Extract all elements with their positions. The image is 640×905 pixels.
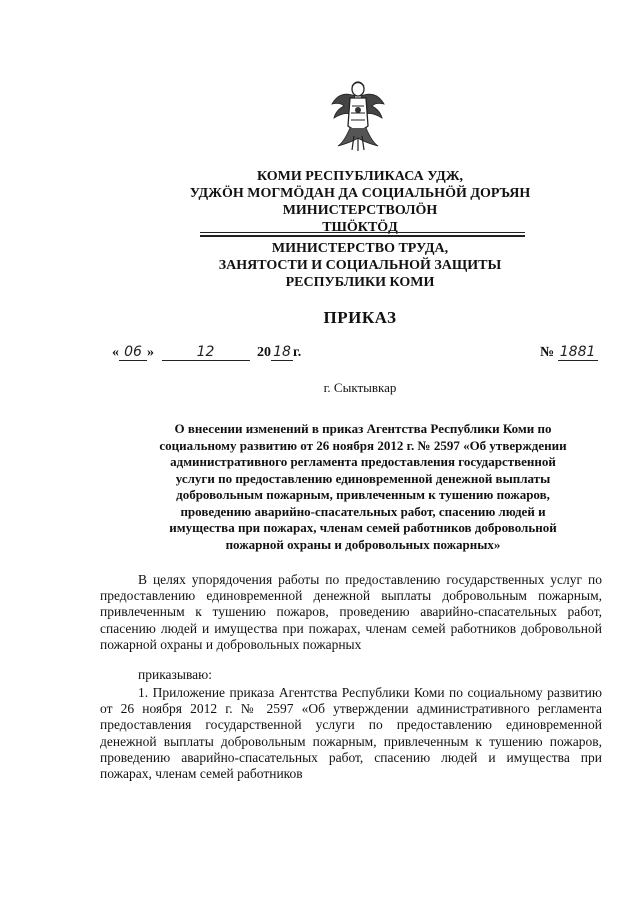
date-day: 06: [119, 344, 147, 361]
subject-line: административного регламента предоставления государственной: [170, 454, 556, 469]
date-close-quote: »: [147, 345, 154, 360]
preamble-paragraph: В целях упорядочения работы по предоставлению государственных услуг по предоставлению единовременной денежной выплаты добровольным пожарным, привлеченным к тушению пожаров, проведению аварийно-спасательных работ, спасению людей и имущества при пожарах, членам семей работников добровольной пожарной охраны и добровольных пожарных: [100, 572, 602, 652]
komi-header-line: КОМИ РЕСПУБЛИКАСА УДЖ,: [256, 169, 464, 184]
komi-header-line: УДЖÖН МОГМÖДАН ДА СОЦИАЛЬНÖЙ ДОРЪЯН: [189, 186, 531, 201]
number-label: №: [540, 345, 555, 360]
russian-header-line: РЕСПУБЛИКИ КОМИ: [285, 275, 435, 290]
komi-ministry-header: [150, 168, 570, 236]
subject-line: социальному развитию от 26 ноября 2012 г. № 2597 «Об утверждении: [159, 437, 567, 453]
komi-header-line: МИНИСТЕРСТВОЛÖН: [282, 203, 438, 218]
order-number-value: 1881: [558, 344, 598, 361]
komi-header-line: ТШÖКТÖД: [322, 220, 398, 235]
subject-line: добровольным пожарным, привлеченным к тушению пожаров,: [176, 487, 550, 502]
subject-line: имущества при пожарах, членам семей работников добровольной: [169, 520, 557, 535]
date-month: 12: [162, 344, 250, 361]
russian-header-line: МИНИСТЕРСТВО ТРУДА,: [271, 241, 449, 256]
subject-line: проведению аварийно-спасательных работ, спасению людей и: [180, 503, 546, 519]
header-divider-bottom: [200, 235, 525, 237]
order-number: [540, 344, 598, 361]
date-open-quote: «: [112, 345, 119, 360]
order-title: ПРИКАЗ: [323, 308, 397, 327]
subject-line: пожарной охраны и добровольных пожарных»: [225, 536, 501, 552]
russian-header-line: ЗАНЯТОСТИ И СОЦИАЛЬНОЙ ЗАЩИТЫ: [218, 258, 502, 273]
item-1-paragraph: 1. Приложение приказа Агентства Республики Коми по социальному развитию от 26 ноября 2012 г. № 2597 «Об утверждении административного регламента предоставления государственной услуги по предоставлению единовременной денежной выплаты добровольным пожарным, привлеченным к тушению пожаров, проведению аварийно-спасательных работ, спасению людей и имущества при пожарах, членам семей работников: [100, 685, 602, 782]
header-divider-top: [200, 232, 525, 233]
date-year-unit: г.: [293, 345, 302, 360]
subject-line: услуги по предоставлению единовременной денежной выплаты: [175, 470, 551, 486]
date-year-suffix: 18: [271, 344, 293, 361]
order-subject: [134, 421, 592, 553]
city-name: г. Сыктывкар: [323, 380, 397, 395]
order-word: приказываю:: [138, 667, 212, 682]
date-year-prefix: 20: [257, 345, 271, 360]
coat-of-arms-emblem: [330, 80, 386, 152]
russian-ministry-header: [150, 240, 570, 291]
subject-line: О внесении изменений в приказ Агентства Республики Коми по: [174, 421, 552, 436]
order-date: [112, 344, 301, 361]
